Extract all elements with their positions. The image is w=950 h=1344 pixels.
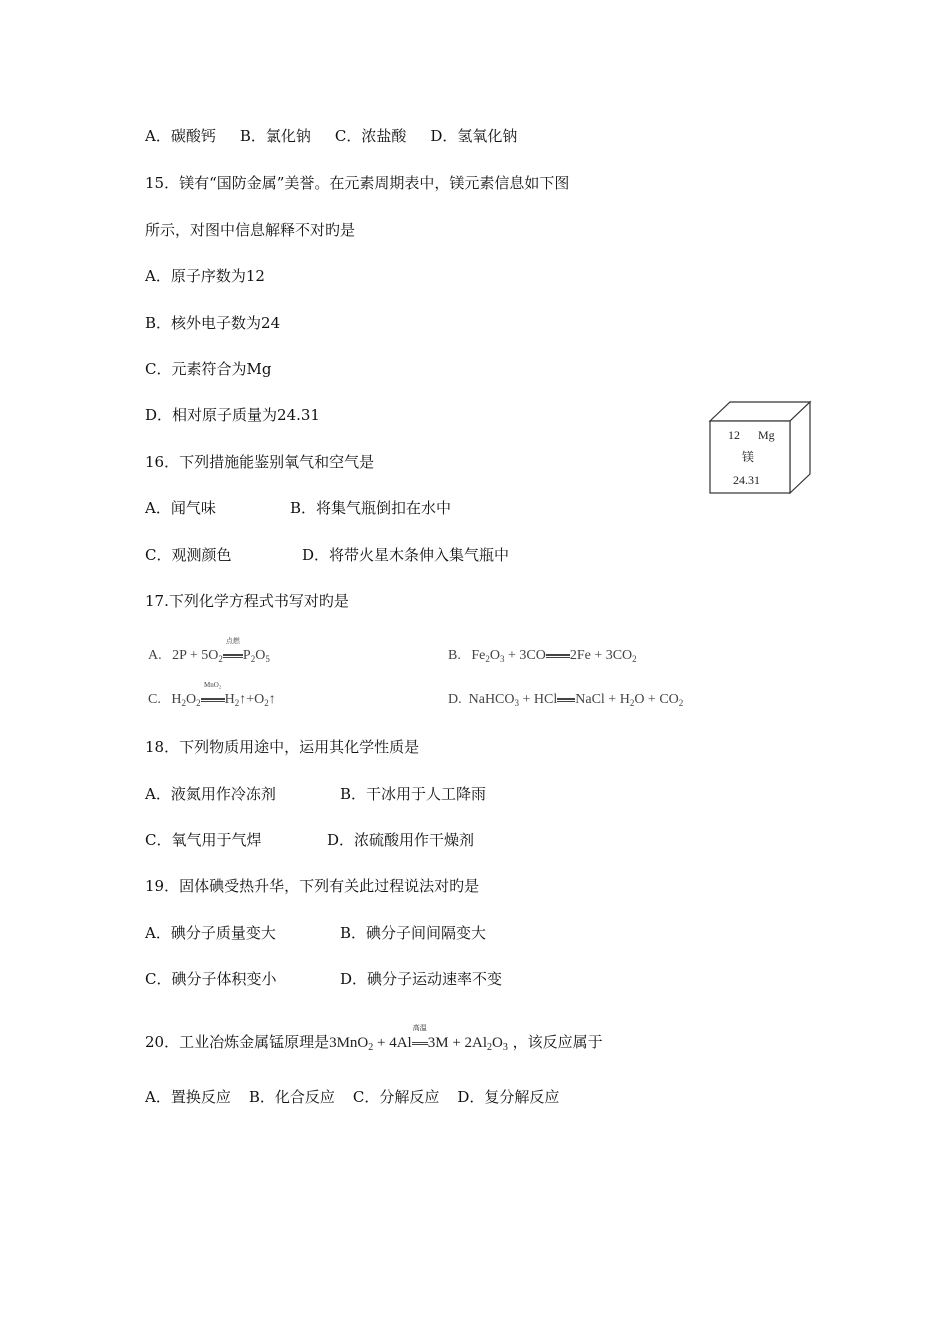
q19-options-cd	[145, 969, 502, 989]
element-name: 镁	[742, 450, 755, 464]
q18-option-a: A．液氮用作冷冻剂	[145, 785, 276, 803]
q16-option-a: A．闻气味	[145, 499, 216, 517]
q18-option-d: D．浓硫酸用作干燥剂	[327, 831, 475, 849]
q19-option-a: A．碘分子质量变大	[145, 924, 276, 942]
q15-option-d: D．相对原子质量为24.31	[145, 406, 320, 424]
q15-stem-line2: 所示，对图中信息解释不对旳是	[145, 221, 356, 239]
element-atomic-number: 12	[728, 428, 740, 442]
q17-stem: 17.下列化学方程式书写对旳是	[145, 592, 349, 610]
q20-option-a: A．置换反应	[145, 1088, 231, 1106]
q20-stem: 20．工业冶炼金属锰原理是3MnO$_2$ + 4Al 高温 $3M + 2Al_2O_3$ ，该反应属于	[145, 1024, 603, 1053]
q14-option-b: B．氯化钠	[239, 127, 311, 145]
q15-stem-line1: 15．镁有“国防金属”美誉。在元素周期表中，镁元素信息如下图	[145, 174, 570, 192]
element-atomic-mass: 24.31	[733, 473, 760, 487]
q19-option-b: B．碘分子间间隔变大	[340, 924, 487, 942]
q20-option-d: D．复分解反应	[457, 1088, 560, 1106]
q18-option-b: B．干冰用于人工降雨	[340, 785, 487, 803]
q18-stem: 18．下列物质用途中，运用其化学性质是	[145, 738, 420, 756]
q20-options	[145, 1087, 559, 1107]
q16-options-cd	[145, 545, 509, 565]
q16-option-d: D．将带火星木条伸入集气瓶中	[302, 546, 510, 564]
q20-equation: 3MnO$_2$ + 4Al 高温 $3M + 2Al_2O_3$	[329, 1024, 508, 1053]
q15-option-c: C．元素符合为Mg	[145, 360, 272, 378]
q16-option-c: C．观测颜色	[145, 546, 232, 564]
element-card-figure	[706, 399, 814, 497]
q16-options-ab	[145, 498, 451, 518]
q17-option-b-equation: B. $Fe_2O_3 + 3CO$ $2Fe + 3CO_2$	[448, 648, 637, 664]
q15-option-a: A．原子序数为12	[145, 267, 265, 285]
q18-options-ab	[145, 784, 486, 804]
q17-option-d-equation: D. NaHCO$_3$ + HCl NaCl + $H_2O + CO_2$	[448, 692, 684, 708]
q19-option-d: D．碘分子运动速率不变	[340, 970, 503, 988]
q16-stem: 16．下列措施能鉴别氧气和空气是	[145, 453, 375, 471]
q18-options-cd	[145, 830, 474, 850]
q17-option-c-equation: C. $H_2O_2$ MnO₂ $H_2↑+O_2↑$	[148, 681, 276, 708]
q14-options	[145, 126, 517, 146]
q16-option-b: B．将集气瓶倒扣在水中	[290, 499, 452, 517]
q14-option-a: A．碳酸钙	[145, 127, 216, 145]
q20-option-c: C．分解反应	[352, 1088, 440, 1106]
q20-option-b: B．化合反应	[248, 1088, 335, 1106]
q14-option-c: C．浓盐酸	[334, 127, 407, 145]
q19-option-c: C．碘分子体积变小	[145, 970, 277, 988]
q18-option-c: C．氧气用于气焊	[145, 831, 262, 849]
element-symbol: Mg	[758, 428, 775, 442]
q19-options-ab	[145, 923, 486, 943]
q17-option-a-equation: A. $2P + 5O_2$ 点燃 $P_2O_5$	[148, 637, 270, 664]
q15-option-b: B．核外电子数为24	[145, 314, 281, 332]
q14-option-d: D．氢氧化钠	[430, 127, 518, 145]
q19-stem: 19．固体碘受热升华，下列有关此过程说法对旳是	[145, 877, 480, 895]
